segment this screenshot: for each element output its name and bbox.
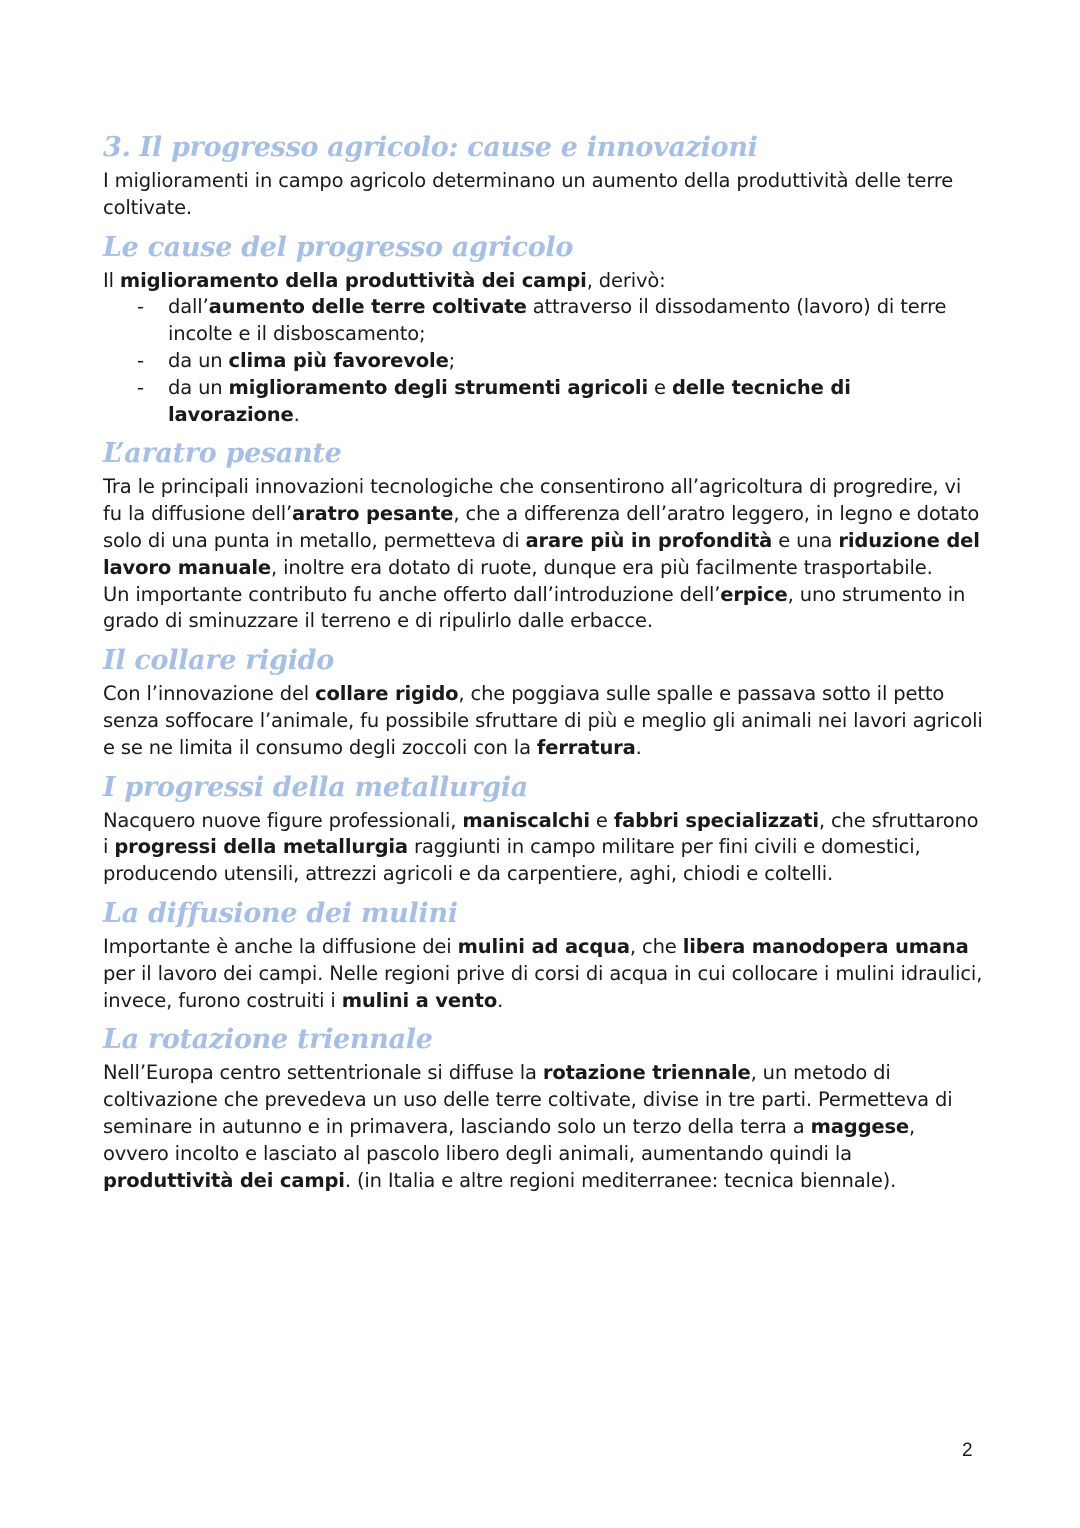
text-run: dall’: [168, 295, 209, 319]
bullet-list: [103, 294, 983, 428]
paragraph: [103, 168, 983, 222]
bold-text: rotazione triennale: [542, 1061, 751, 1085]
page-number: 2: [962, 1440, 973, 1461]
text-run: raggiunti in campo militare per fini civili e domestici, producendo utensili, attrezzi agricoli e da carpentiere, aghi, chiodi e coltelli.: [103, 835, 921, 886]
section-progresso-agricolo: [103, 128, 983, 222]
section-aratro-pesante: [103, 434, 983, 635]
list-item: [103, 294, 983, 348]
section-title: L’aratro pesante: [103, 438, 342, 470]
text-run: Un importante contributo fu anche offerto dall’introduzione dell’: [103, 582, 721, 606]
text-run: .: [635, 735, 642, 759]
text-run: . (in Italia e altre regioni mediterranee: tecnica biennale).: [344, 1168, 897, 1192]
text-run: .: [293, 402, 300, 426]
bold-text: aratro pesante: [292, 502, 454, 526]
section-mulini: [103, 894, 983, 1014]
text-run: , che sfruttarono i: [103, 808, 979, 859]
section-rotazione-triennale: [103, 1020, 983, 1194]
bold-text: arare più in profondità: [525, 528, 773, 552]
text-run: Nell’Europa centro settentrionale si diffuse la: [103, 1061, 543, 1085]
bold-text: erpice: [720, 582, 788, 606]
section-title: 3. Il progresso agricolo: cause e innovazioni: [103, 132, 758, 163]
bold-text: collare rigido: [315, 682, 459, 706]
paragraph: [103, 681, 983, 761]
text-run: , che a differenza dell’aratro leggero, in legno e dotato solo di una punta in metallo, permetteva di: [103, 502, 980, 552]
text-run: I miglioramenti in campo agricolo determinano un aumento della produttività delle terre coltivate.: [103, 169, 954, 219]
bold-text: libera manodopera umana: [682, 934, 969, 958]
bold-text: maggese: [810, 1114, 909, 1138]
bold-text: maniscalchi: [462, 808, 590, 832]
text-run: , derivò:: [586, 268, 666, 292]
bold-text: mulini a vento: [341, 988, 498, 1012]
paragraph: [103, 582, 983, 636]
text-run: per il lavoro dei campi. Nelle regioni prive di corsi di acqua in cui collocare i mulini idraulici, invece, furono costruiti i: [103, 961, 983, 1012]
text-run: , ovvero incolto e lasciato al pascolo libero degli animali, aumentando quindi la: [103, 1114, 916, 1165]
section-title: La rotazione triennale: [103, 1024, 433, 1056]
section-metallurgia: [103, 768, 983, 888]
paragraph: [103, 474, 983, 581]
bold-text: delle tecniche di lavorazione: [168, 375, 851, 426]
list-item: [103, 375, 983, 429]
section-title: Il collare rigido: [103, 645, 334, 677]
section-collare-rigido: [103, 641, 983, 761]
document-page: [103, 128, 983, 1200]
list-item: [103, 348, 983, 375]
bold-text: progressi della metallurgia: [114, 835, 408, 859]
paragraph: [103, 268, 983, 295]
bold-text: mulini ad acqua: [457, 934, 630, 958]
text-run: Nacquero nuove figure professionali,: [103, 808, 463, 832]
bold-text: riduzione del lavoro manuale: [103, 528, 980, 579]
section-title: La diffusione dei mulini: [103, 897, 458, 929]
paragraph: [103, 808, 983, 888]
text-run: .: [497, 988, 504, 1012]
text-run: Importante è anche la diffusione dei: [103, 934, 458, 958]
text-run: , che: [629, 934, 683, 958]
text-run: , che poggiava sulle spalle e passava sotto il petto senza soffocare l’animale, fu possibile sfruttare di più e meglio gli animali nei lavori agricoli e se ne limita il consumo degli zoccoli con la: [103, 682, 983, 759]
text-run: , uno strumento in grado di sminuzzare il terreno e di ripulirlo dalle erbacce.: [103, 582, 966, 633]
text-run: da un: [168, 375, 229, 399]
bold-text: miglioramento della produttività dei campi: [119, 268, 587, 292]
paragraph: [103, 1060, 983, 1194]
text-run: Con l’innovazione del: [103, 682, 316, 706]
bold-text: aumento delle terre coltivate: [208, 295, 527, 319]
section-title: I progressi della metallurgia: [103, 771, 528, 803]
text-run: ;: [448, 348, 456, 372]
text-run: attraverso il dissodamento (lavoro) di terre incolte e il disboscamento;: [168, 295, 947, 346]
text-run: , inoltre era dotato di ruote, dunque era più facilmente trasportabile.: [270, 555, 933, 579]
section-title: Le cause del progresso agricolo: [103, 231, 574, 263]
text-run: , un metodo di coltivazione che prevedeva un uso delle terre coltivate, divise in tre parti. Permetteva di seminare in autunno e in primavera, lasciando solo un terzo della terra a: [103, 1061, 953, 1138]
bold-text: produttività dei campi: [103, 1168, 345, 1192]
paragraph: [103, 934, 983, 1014]
text-run: e: [589, 808, 614, 832]
bold-text: fabbri specializzati: [613, 808, 819, 832]
text-run: e: [647, 375, 672, 399]
bold-text: clima più favorevole: [228, 348, 449, 372]
text-run: Tra le principali innovazioni tecnologiche che consentirono all’agricoltura di progredire, vi fu la diffusione dell’: [103, 475, 962, 526]
text-run: e una: [772, 528, 839, 552]
text-run: Il: [103, 268, 120, 292]
bold-text: miglioramento degli strumenti agricoli: [228, 375, 648, 399]
text-run: da un: [168, 348, 229, 372]
section-cause: [103, 228, 983, 429]
bold-text: ferratura: [536, 735, 636, 759]
